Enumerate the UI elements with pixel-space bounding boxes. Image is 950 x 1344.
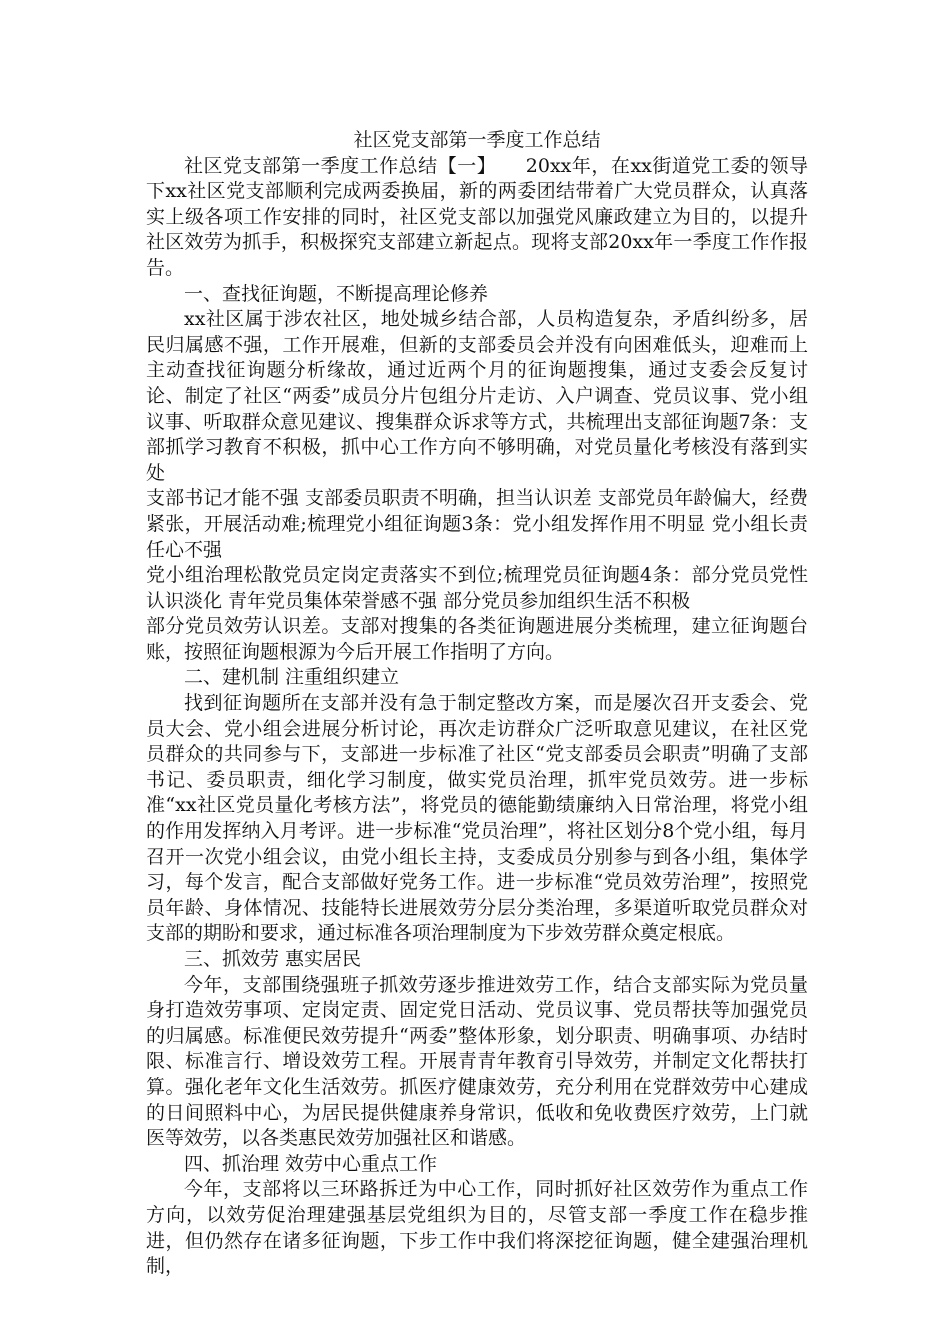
section-1-list-branch: 支部书记才能不强 支部委员职责不明确，担当认识差 支部党员年龄偏大，经费紧张，开展活动难;梳理党小组征询题3条：党小组发挥作用不明显 党小组长责任心不强 [146,487,808,561]
section-4-paragraph: 今年，支部将以三环路拆迁为中心工作，同时抓好社区效劳作为重点工作方向，以效劳促治理建强基层党组织为目的，尽管支部一季度工作在稳步推进，但仍然存在诸多征询题，下步工作中我们将深挖征询题，健全建强治理机制， [146,1178,808,1278]
document-page [146,128,808,1280]
section-1-paragraph: xx社区属于涉农社区，地处城乡结合部，人员构造复杂，矛盾纠纷多，居民归属感不强，工作开展难，但新的支部委员会并没有向困难低头，迎难而上主动查找征询题分析缘故，通过近两个月的征询题搜集，通过支委会反复讨论、制定了社区“两委”成员分片包组分片走访、入户调查、党员议事、党小组议事、听取群众意见建议、搜集群众诉求等方式，共梳理出支部征询题7条：支部抓学习教育不积极，抓中心工作方向不够明确，对党员量化考核没有落到实处 [146,308,808,484]
section-3-paragraph: 今年，支部围绕强班子抓效劳逐步推进效劳工作，结合支部实际为党员量身打造效劳事项、定岗定责、固定党日活动、党员议事、党员帮扶等加强党员的归属感。标准便民效劳提升“两委”整体形象，划分职责、明确事项、办结时限、标准言行、增设效劳工程。开展青青年教育引导效劳，并制定文化帮扶打算。强化老年文化生活效劳。抓医疗健康效劳，充分利用在党群效劳中心建成的日间照料中心，为居民提供健康养身常识，低收和免收费医疗效劳，上门就医等效劳，以各类惠民效劳加强社区和谐感。 [146,973,808,1150]
section-2-paragraph: 找到征询题所在支部并没有急于制定整改方案，而是屡次召开支委会、党员大会、党小组会进展分析讨论，再次走访群众广泛听取意见建议，在社区党员群众的共同参与下，支部进一步标准了社区“党支部委员会职责”明确了支部书记、委员职责，细化学习制度，做实党员治理，抓牢党员效劳。进一步标准“xx社区党员量化考核方法”，将党员的德能勤绩廉纳入日常治理，将党小组的作用发挥纳入月考评。进一步标准“党员治理”，将社区划分8个党小组，每月召开一次党小组会议，由党小组长主持，支委成员分别参与到各小组，集体学习，每个发言，配合支部做好党务工作。进一步标准“党员效劳治理”，按照党员年龄、身体情况、技能特长进展效劳分层分类治理，多渠道听取党员群众对支部的期盼和要求，通过标准各项治理制度为下步效劳群众奠定根底。 [146,692,808,945]
section-1-conclusion: 部分党员效劳认识差。支部对搜集的各类征询题进展分类梳理，建立征询题台账，按照征询题根源为今后开展工作指明了方向。 [146,615,808,663]
intro-paragraph: 社区党支部第一季度工作总结【一】 20xx年，在xx街道党工委的领导下xx社区党支部顺利完成两委换届，新的两委团结带着广大党员群众，认真落实上级各项工作安排的同时，社区党支部以加强党风廉政建立为目的，以提升社区效劳为抓手，积极探究支部建立新起点。现将支部20xx年一季度工作作报告。 [146,154,808,279]
section-heading-4: 四、抓治理 效劳中心重点工作 [184,1152,438,1175]
section-heading-2: 二、建机制 注重组织建立 [184,666,400,689]
section-heading-1: 一、查找征询题，不断提高理论修养 [184,282,489,305]
section-1-list-group: 党小组治理松散党员定岗定责落实不到位;梳理党员征询题4条：部分党员党性认识淡化 青年党员集体荣誉感不强 部分党员参加组织生活不积极 [146,564,808,612]
section-heading-3: 三、抓效劳 惠实居民 [184,948,362,970]
document-title: 社区党支部第一季度工作总结 [353,129,601,151]
